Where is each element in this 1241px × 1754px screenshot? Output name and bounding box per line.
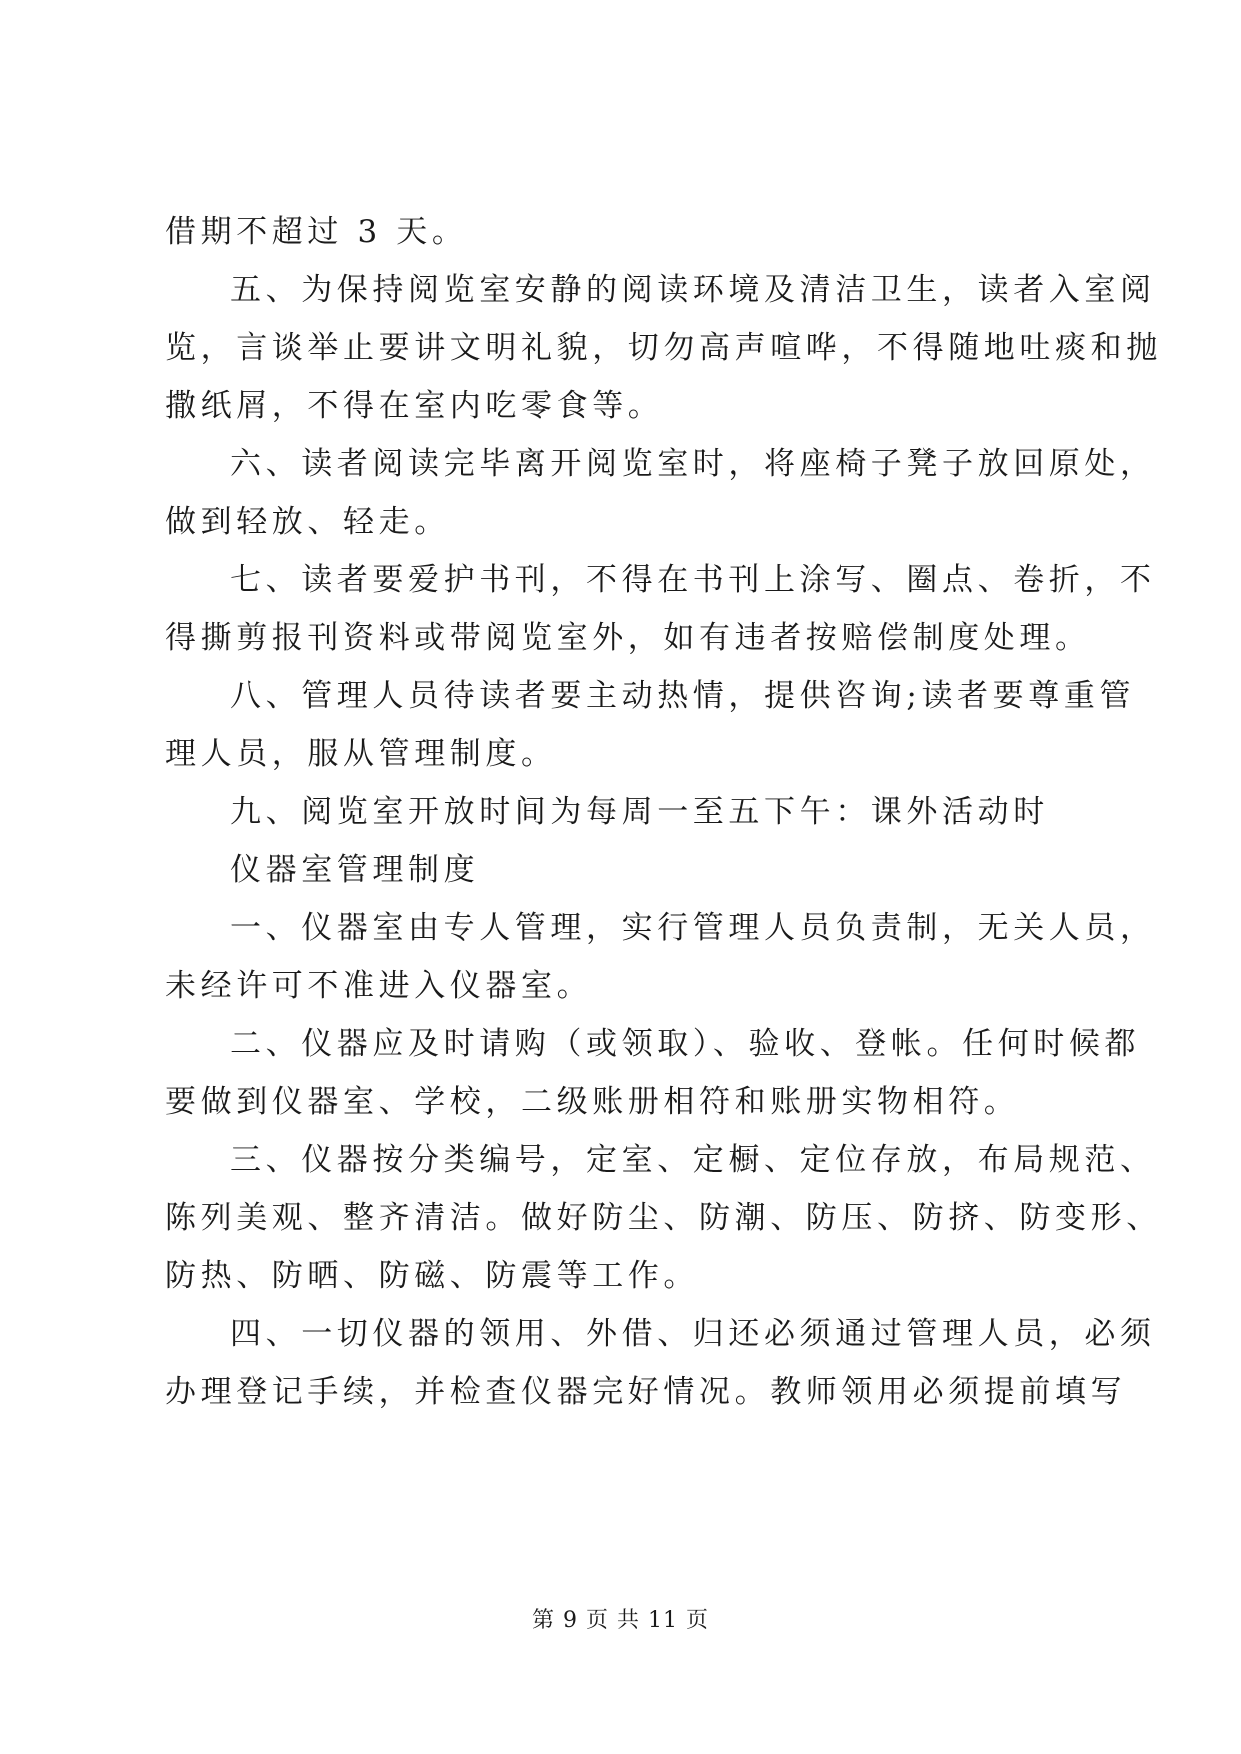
text-line: 七、读者要爱护书刊，不得在书刊上涂写、圈点、卷折，不 bbox=[230, 562, 1156, 598]
text-line: 借期不超过 3 天。 bbox=[165, 214, 468, 250]
text-line: 九、阅览室开放时间为每周一至五下午：课外活动时 bbox=[230, 794, 1049, 830]
text-line: 办理登记手续，并检查仪器完好情况。教师领用必须提前填写 bbox=[165, 1374, 1127, 1410]
text-line: 做到轻放、轻走。 bbox=[165, 504, 450, 540]
text-line: 陈列美观、整齐清洁。做好防尘、防潮、防压、防挤、防变形、 bbox=[165, 1200, 1162, 1236]
text-line: 六、读者阅读完毕离开阅览室时，将座椅子凳子放回原处， bbox=[230, 446, 1156, 482]
text-line: 二、仪器应及时请购（或领取）、验收、登帐。任何时候都 bbox=[230, 1026, 1141, 1062]
text-line: 得撕剪报刊资料或带阅览室外，如有违者按赔偿制度处理。 bbox=[165, 620, 1091, 656]
page-number-footer: 第 9 页 共 11 页 bbox=[532, 1608, 709, 1633]
text-line: 五、为保持阅览室安静的阅读环境及清洁卫生，读者入室阅 bbox=[230, 272, 1156, 308]
text-line: 理人员，服从管理制度。 bbox=[165, 736, 557, 772]
text-line: 要做到仪器室、学校，二级账册相符和账册实物相符。 bbox=[165, 1084, 1020, 1120]
text-line: 撒纸屑，不得在室内吃零食等。 bbox=[165, 388, 664, 424]
text-line: 览，言谈举止要讲文明礼貌，切勿高声喧哗，不得随地吐痰和抛 bbox=[165, 330, 1162, 366]
text-line: 八、管理人员待读者要主动热情，提供咨询;读者要尊重管 bbox=[230, 678, 1136, 714]
text-line: 一、仪器室由专人管理，实行管理人员负责制，无关人员， bbox=[230, 910, 1156, 946]
section-heading: 仪器室管理制度 bbox=[230, 852, 480, 888]
text-line: 防热、防晒、防磁、防震等工作。 bbox=[165, 1258, 699, 1294]
text-line: 三、仪器按分类编号，定室、定橱、定位存放，布局规范、 bbox=[230, 1142, 1156, 1178]
text-line: 未经许可不准进入仪器室。 bbox=[165, 968, 593, 1004]
text-line: 四、一切仪器的领用、外借、归还必须通过管理人员，必须 bbox=[230, 1316, 1156, 1352]
